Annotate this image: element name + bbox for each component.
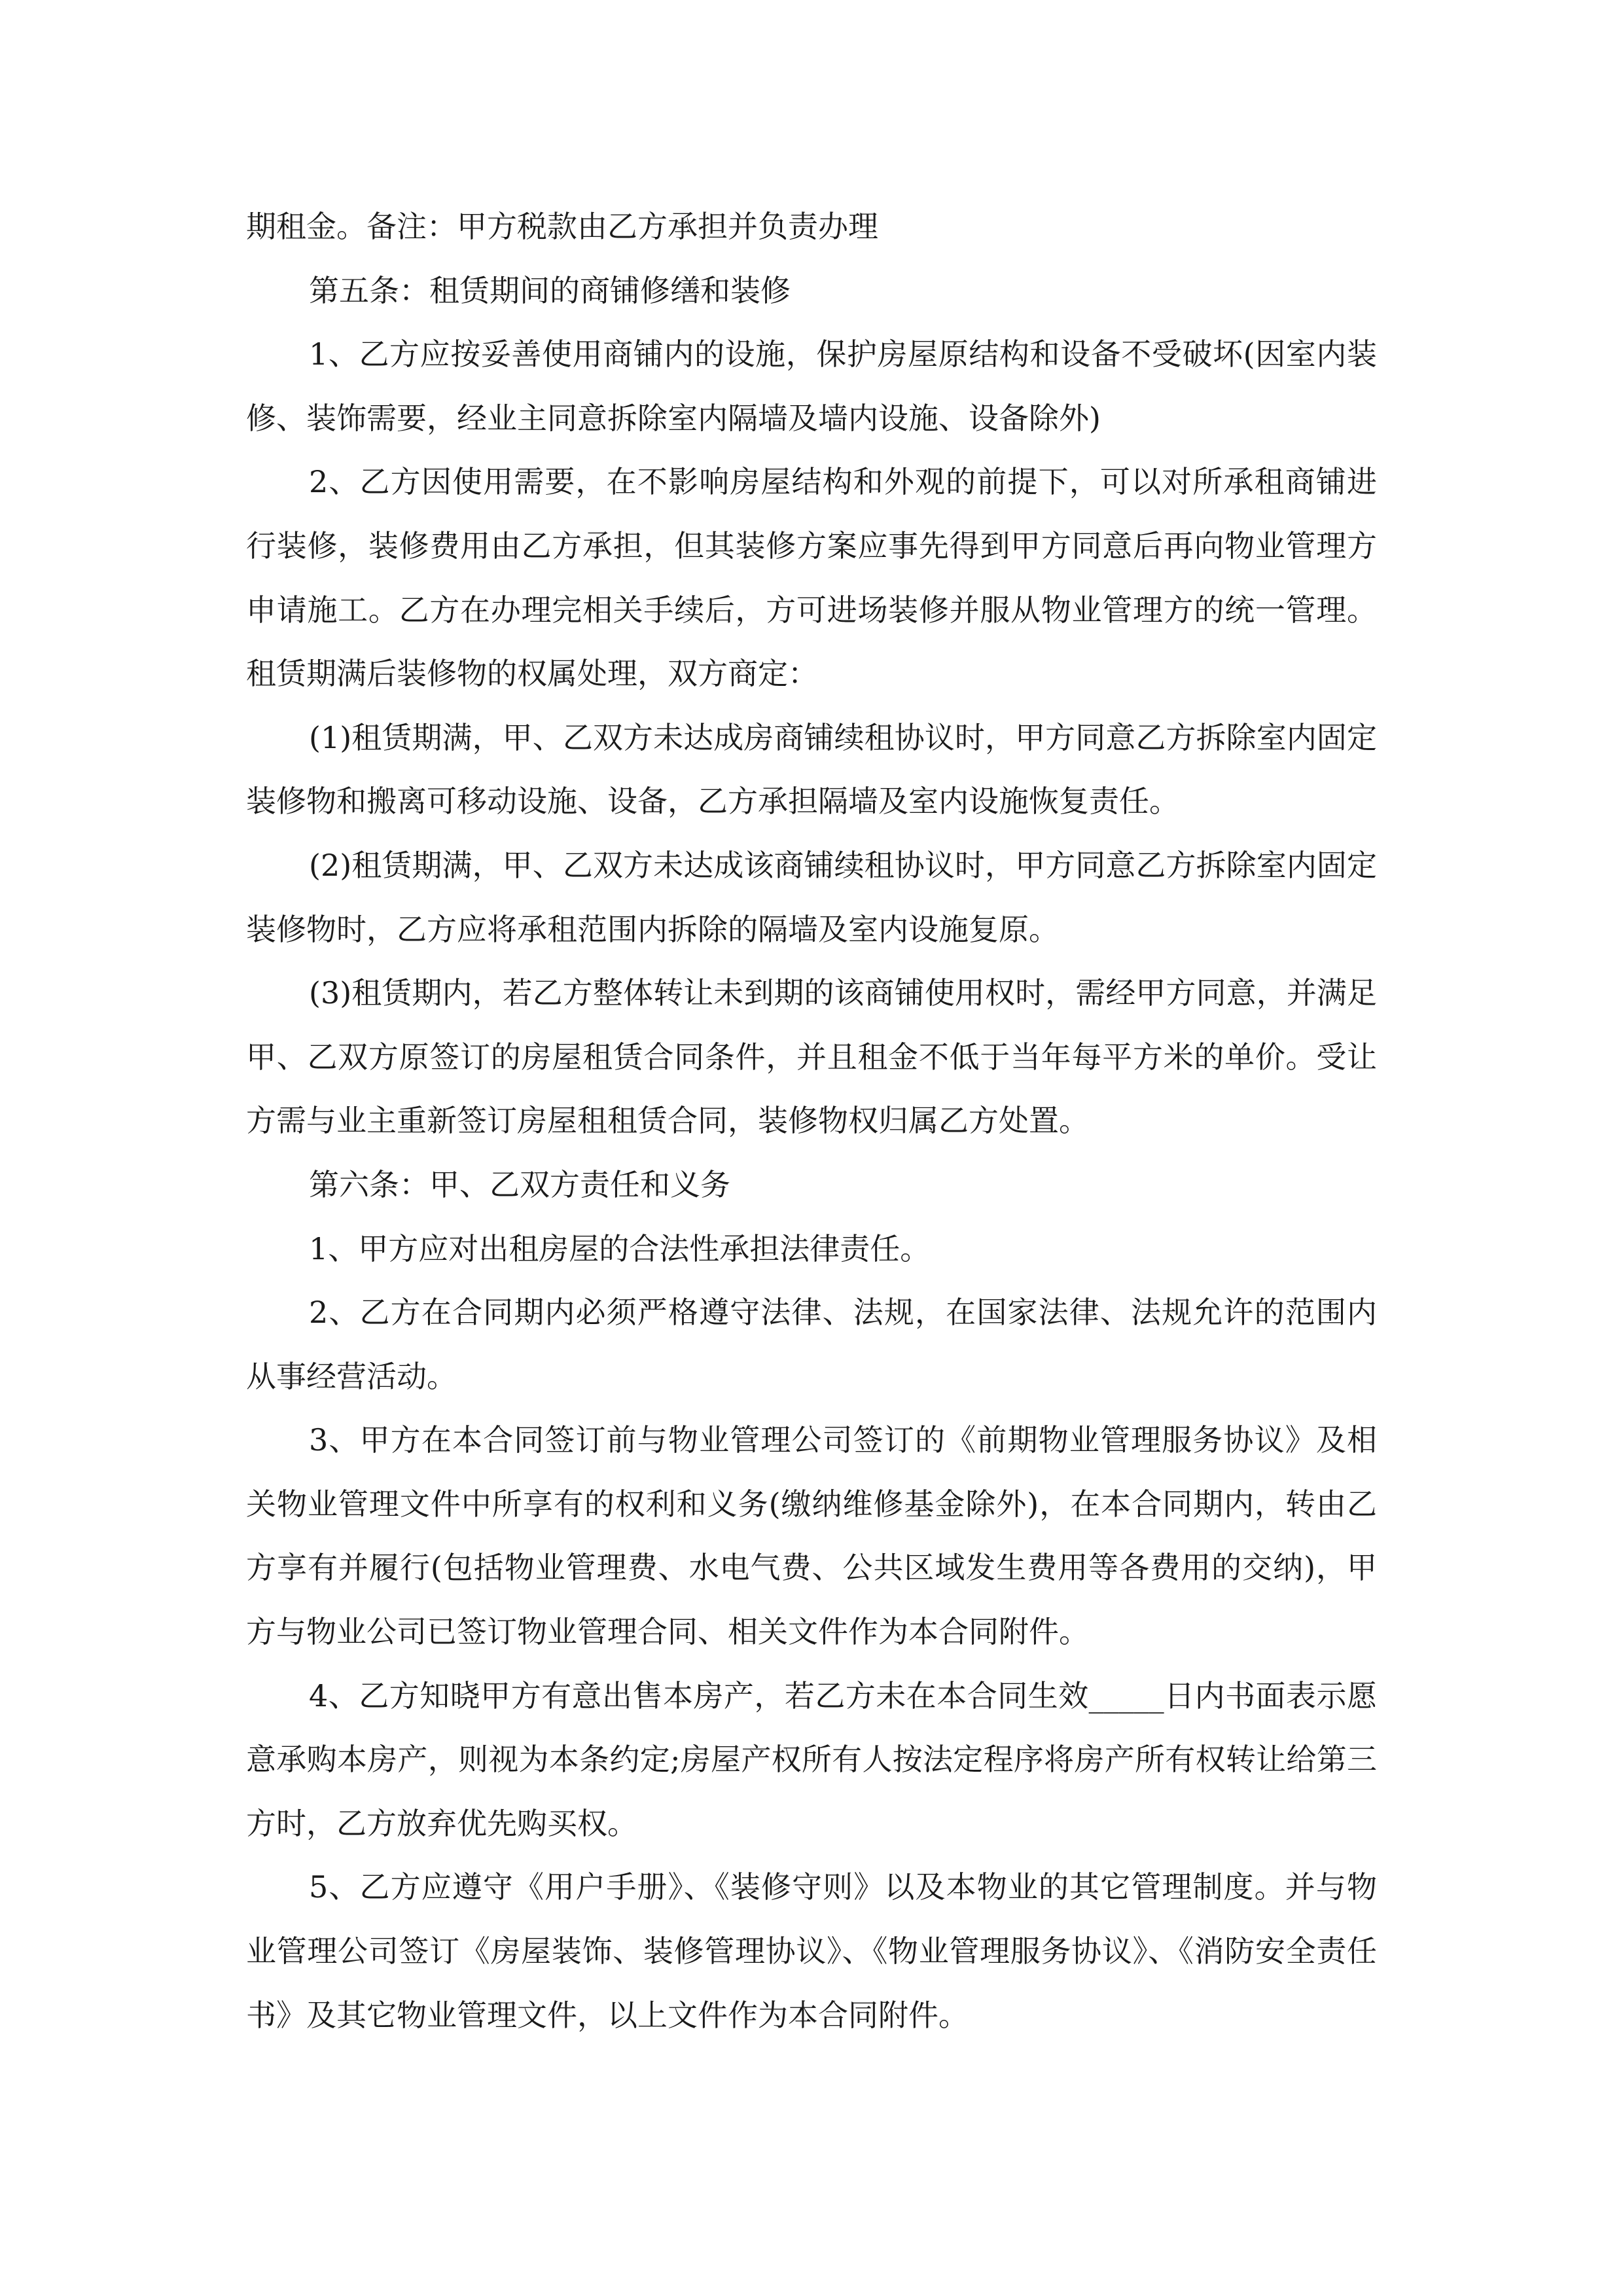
paragraph-article-5-item-1: 1、乙方应按妥善使用商铺内的设施，保护房屋原结构和设备不受破坏(因室内装修、装饰需要，经业主同意拆除室内隔墙及墙内设施、设备除外)	[246, 336, 1377, 436]
paragraph-article-5-sub-1: (1)租赁期满，甲、乙双方未达成房商铺续租协议时，甲方同意乙方拆除室内固定装修物和搬离可移动设施、设备，乙方承担隔墙及室内设施恢复责任。	[246, 719, 1377, 819]
paragraph-rent-note: 期租金。备注：甲方税款由乙方承担并负责办理	[246, 209, 878, 244]
paragraph-article-5-sub-2: (2)租赁期满，甲、乙双方未达成该商铺续租协议时，甲方同意乙方拆除室内固定装修物时，乙方应将承租范围内拆除的隔墙及室内设施复原。	[246, 847, 1377, 947]
paragraph-article-6-item-2: 2、乙方在合同期内必须严格遵守法律、法规，在国家法律、法规允许的范围内从事经营活动。	[246, 1295, 1377, 1394]
paragraph-article-5-sub-3: (3)租赁期内，若乙方整体转让未到期的该商铺使用权时，需经甲方同意，并满足甲、乙双方原签订的房屋租赁合同条件，并且租金不低于当年每平方米的单价。受让方需与业主重新签订房屋租租赁合同，装修物权归属乙方处置。	[246, 975, 1377, 1139]
document-body	[246, 195, 1377, 2047]
paragraph-article-5-item-2: 2、乙方因使用需要，在不影响房屋结构和外观的前提下，可以对所承租商铺进行装修，装修费用由乙方承担，但其装修方案应事先得到甲方同意后再向物业管理方申请施工。乙方在办理完相关手续后，方可进场装修并服从物业管理方的统一管理。租赁期满后装修物的权属处理，双方商定：	[246, 464, 1377, 692]
paragraph-article-6-item-5: 5、乙方应遵守《用户手册》、《装修守则》以及本物业的其它管理制度。并与物业管理公司签订《房屋装饰、装修管理协议》、《物业管理服务协议》、《消防安全责任书》及其它物业管理文件，以上文件作为本合同附件。	[246, 1869, 1377, 2033]
paragraph-article-6-item-3: 3、甲方在本合同签订前与物业管理公司签订的《前期物业管理服务协议》及相关物业管理文件中所享有的权利和义务(缴纳维修基金除外)，在本合同期内，转由乙方享有并履行(包括物业管理费、水电气费、公共区域发生费用等各费用的交纳)，甲方与物业公司已签订物业管理合同、相关文件作为本合同附件。	[246, 1422, 1377, 1650]
heading-article-6: 第六条：甲、乙双方责任和义务	[309, 1166, 730, 1202]
heading-article-5: 第五条：租赁期间的商铺修缮和装修	[309, 272, 791, 308]
paragraph-article-6-item-1: 1、甲方应对出租房屋的合法性承担法律责任。	[309, 1230, 931, 1266]
paragraph-article-6-item-4: 4、乙方知晓甲方有意出售本房产，若乙方未在本合同生效_____日内书面表示愿意承购本房产，则视为本条约定;房屋产权所有人按法定程序将房产所有权转让给第三方时，乙方放弃优先购买权。	[246, 1677, 1377, 1841]
